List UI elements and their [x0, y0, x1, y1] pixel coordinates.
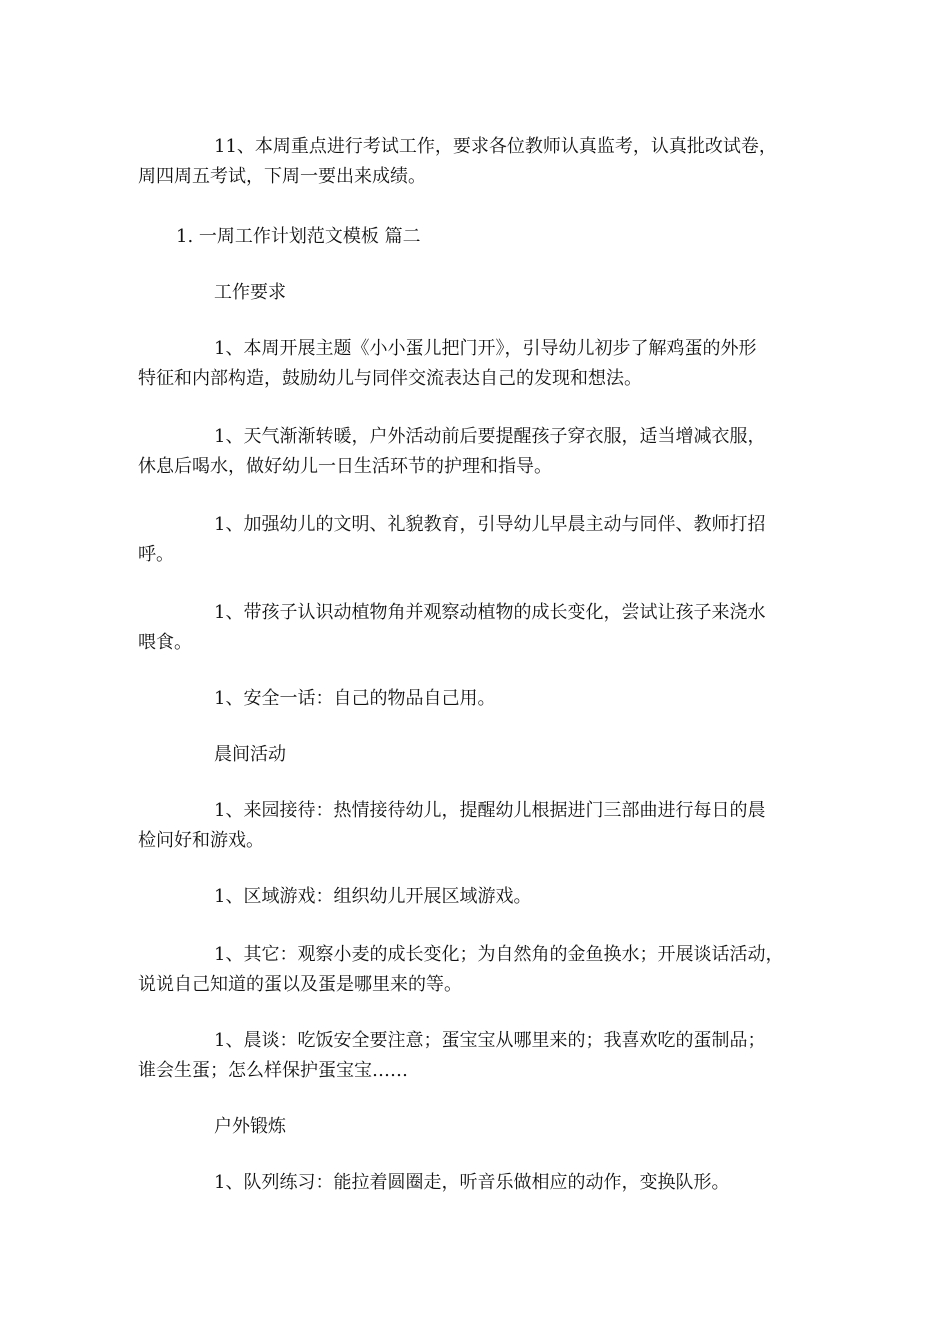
paragraph-line: 1、晨谈：吃饭安全要注意；蛋宝宝从哪里来的；我喜欢吃的蛋制品；	[214, 1030, 766, 1051]
heading-line: 晨间活动	[214, 744, 286, 765]
paragraph-line: 1、来园接待：热情接待幼儿，提醒幼儿根据进门三部曲进行每日的晨	[214, 800, 766, 821]
paragraph-line: 谁会生蛋；怎么样保护蛋宝宝……	[138, 1060, 408, 1081]
paragraph-other-activities	[138, 940, 810, 1000]
heading-line: 1. 一周工作计划范文模板 篇二	[176, 226, 421, 247]
subheading-work-requirements	[138, 278, 810, 308]
paragraph-line: 11、本周重点进行考试工作，要求各位教师认真监考，认真批改试卷，	[214, 136, 777, 157]
paragraph-manners-education	[138, 510, 810, 570]
paragraph-line: 周四周五考试，下周一要出来成绩。	[138, 166, 426, 187]
paragraph-line: 说说自己知道的蛋以及蛋是哪里来的等。	[138, 974, 462, 995]
subheading-outdoor-exercise	[138, 1112, 810, 1142]
paragraph-morning-talk	[138, 1026, 810, 1086]
paragraph-line: 1、本周开展主题《小小蛋儿把门开》，引导幼儿初步了解鸡蛋的外形	[214, 338, 757, 359]
paragraph-line: 特征和内部构造，鼓励幼儿与同伴交流表达自己的发现和想法。	[138, 368, 642, 389]
paragraph-exam-work	[138, 132, 810, 192]
heading-line: 户外锻炼	[214, 1116, 286, 1137]
subheading-morning-activities	[138, 740, 810, 770]
paragraph-line: 1、其它：观察小麦的成长变化；为自然角的金鱼换水；开展谈话活动，	[214, 944, 784, 965]
paragraph-queue-practice	[138, 1168, 810, 1198]
paragraph-theme-egg	[138, 334, 810, 394]
paragraph-line: 休息后喝水，做好幼儿一日生活环节的护理和指导。	[138, 456, 552, 477]
paragraph-line: 1、加强幼儿的文明、礼貌教育，引导幼儿早晨主动与同伴、教师打招	[214, 514, 766, 535]
paragraph-line: 1、天气渐渐转暖，户外活动前后要提醒孩子穿衣服，适当增减衣服，	[214, 426, 766, 447]
paragraph-line: 检问好和游戏。	[138, 830, 264, 851]
paragraph-line: 1、带孩子认识动植物角并观察动植物的成长变化，尝试让孩子来浇水	[214, 602, 766, 623]
paragraph-area-games	[138, 882, 810, 912]
paragraph-safety-word	[138, 684, 810, 714]
paragraph-line: 呼。	[138, 544, 174, 565]
paragraph-line: 1、队列练习：能拉着圆圈走，听音乐做相应的动作，变换队形。	[214, 1172, 730, 1193]
paragraph-plants-animals	[138, 598, 810, 658]
heading-line: 工作要求	[214, 282, 286, 303]
paragraph-arrival-reception	[138, 796, 810, 856]
paragraph-line: 1、区域游戏：组织幼儿开展区域游戏。	[214, 886, 532, 907]
paragraph-weather-clothing	[138, 422, 810, 482]
section-heading-template-part-two	[138, 222, 810, 252]
paragraph-line: 1、安全一话：自己的物品自己用。	[214, 688, 496, 709]
paragraph-line: 喂食。	[138, 632, 192, 653]
